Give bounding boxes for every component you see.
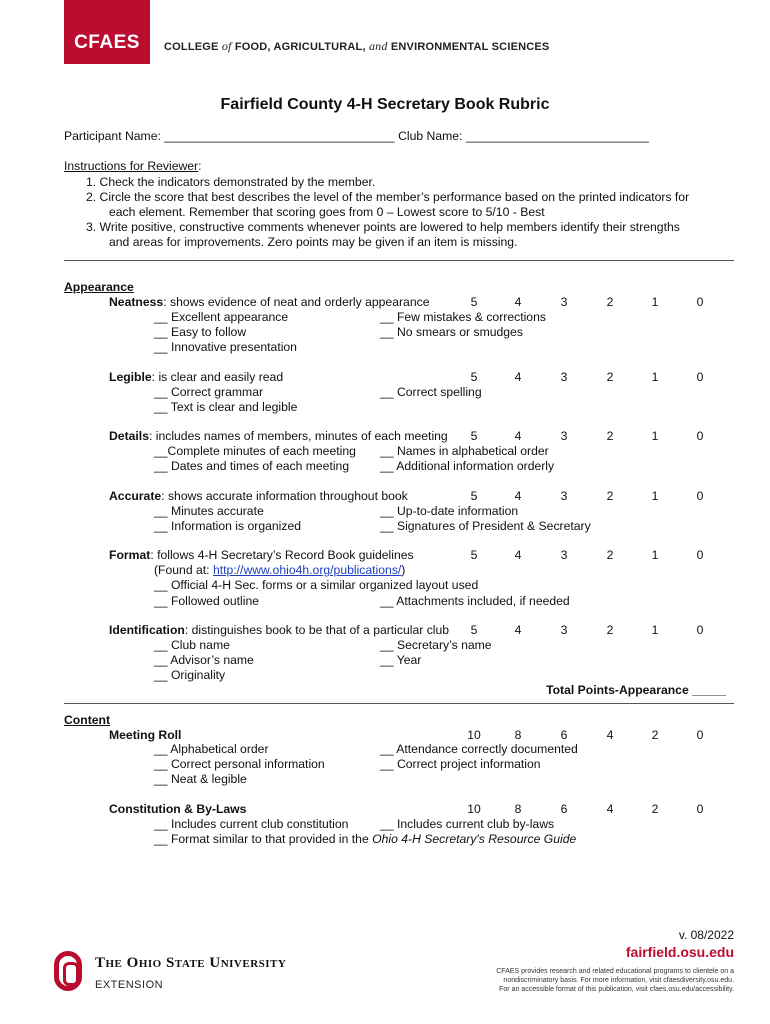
- score-option[interactable]: 3: [560, 489, 568, 503]
- divider: [64, 260, 734, 261]
- checklist-item: __ Additional information orderly: [380, 459, 555, 473]
- checklist-item: __ Correct project information: [380, 757, 541, 771]
- score-option[interactable]: 2: [606, 429, 614, 443]
- score-option[interactable]: 0: [696, 728, 704, 742]
- checklist-item: __ Information is organized: [154, 519, 302, 533]
- checklist-item: __ Attendance correctly documented: [380, 742, 578, 756]
- criterion-meeting-roll: Meeting Roll: [109, 728, 182, 742]
- score-option[interactable]: 5: [470, 295, 478, 309]
- checklist-item: __ Includes current club constitution: [154, 817, 349, 831]
- score-option[interactable]: 5: [470, 489, 478, 503]
- checklist-item: __ Alphabetical order: [154, 742, 269, 756]
- score-option[interactable]: 0: [696, 370, 704, 384]
- score-option[interactable]: 2: [651, 802, 659, 816]
- score-option[interactable]: 4: [514, 370, 522, 384]
- score-option[interactable]: 1: [651, 489, 659, 503]
- page-title: Fairfield County 4-H Secretary Book Rubric: [220, 96, 550, 113]
- criterion-neatness: Neatness: shows evidence of neat and orderly appearance: [109, 295, 430, 309]
- score-option[interactable]: 2: [606, 623, 614, 637]
- score-option[interactable]: 3: [560, 370, 568, 384]
- checklist-item: __ Few mistakes & corrections: [380, 310, 546, 324]
- criterion-identification: Identification: distinguishes book to be that of a particular club: [109, 623, 450, 637]
- version-label: v. 08/2022: [678, 928, 734, 942]
- checklist-item: __ Minutes accurate: [154, 504, 264, 518]
- checklist-item: __ Correct grammar: [154, 385, 264, 399]
- score-option[interactable]: 3: [560, 623, 568, 637]
- checklist-item: __ Format similar to that provided in the Ohio 4-H Secretary's Resource Guide: [154, 832, 577, 846]
- score-option[interactable]: 0: [696, 623, 704, 637]
- score-option[interactable]: 1: [651, 295, 659, 309]
- score-option[interactable]: 3: [560, 548, 568, 562]
- score-option[interactable]: 0: [696, 489, 704, 503]
- score-option[interactable]: 6: [560, 802, 568, 816]
- instruction-item: and areas for improvements. Zero points may be given if an item is missing.: [109, 235, 518, 249]
- score-option[interactable]: 4: [514, 489, 522, 503]
- checklist-item: __ Includes current club by-laws: [380, 817, 555, 831]
- score-option[interactable]: 2: [606, 370, 614, 384]
- checklist-item: __ Official 4-H Sec. forms or a similar organized layout used: [154, 578, 479, 592]
- checklist-item: __ Signatures of President & Secretary: [380, 519, 591, 533]
- content-heading: Content: [64, 713, 111, 727]
- score-option[interactable]: 5: [470, 429, 478, 443]
- checklist-item: __ Text is clear and legible: [154, 400, 298, 414]
- instruction-item: 2. Circle the score that best describes the level of the member’s performance based on the printed indicators for: [86, 190, 690, 204]
- score-option[interactable]: 4: [606, 802, 614, 816]
- score-option[interactable]: 2: [606, 548, 614, 562]
- checklist-item: __ Dates and times of each meeting: [154, 459, 350, 473]
- disclaimer-text: CFAES provides research and related educational programs to clientele on a nondiscriminatory basis. For more information, visit cfaesdiversity.osu.edu. For an accessible format of this publication, visit cfaes.osu.edu/accessibility.: [496, 968, 734, 993]
- participant-line: Participant Name: __________________________________ Club Name: ___________________________: [64, 129, 649, 143]
- score-option[interactable]: 5: [470, 370, 478, 384]
- checklist-item: __ Correct spelling: [380, 385, 482, 399]
- website-link[interactable]: fairfield.osu.edu: [625, 944, 734, 960]
- instruction-item: 3. Write positive, constructive comments whenever points are lowered to help members identify their strengths: [86, 220, 680, 234]
- score-option[interactable]: 1: [651, 548, 659, 562]
- score-option[interactable]: 4: [606, 728, 614, 742]
- checklist-item: __ Excellent appearance: [154, 310, 289, 324]
- checklist-item: __Complete minutes of each meeting: [154, 444, 356, 458]
- score-option[interactable]: 0: [696, 429, 704, 443]
- total-points-appearance: Total Points-Appearance _____: [546, 683, 726, 697]
- checklist-item: __ Followed outline: [154, 594, 260, 608]
- checklist-item: __ Innovative presentation: [154, 340, 297, 354]
- score-option[interactable]: 3: [560, 429, 568, 443]
- score-option[interactable]: 1: [651, 370, 659, 384]
- cfaes-logo-text: CFAES: [74, 32, 140, 53]
- score-option[interactable]: 0: [696, 802, 704, 816]
- checklist-item: __ No smears or smudges: [380, 325, 523, 339]
- ohio4h-publications-link[interactable]: http://www.ohio4h.org/publications/: [212, 563, 402, 577]
- score-option[interactable]: 5: [470, 623, 478, 637]
- extension-label: EXTENSION: [95, 979, 164, 991]
- criterion-constitution: Constitution & By-Laws: [109, 802, 247, 816]
- checklist-item: __ Correct personal information: [154, 757, 325, 771]
- appearance-heading: Appearance: [64, 280, 134, 294]
- university-name: The Ohio State University: [95, 955, 287, 971]
- criterion-format: Format: follows 4-H Secretary’s Record Book guidelines: [109, 548, 414, 562]
- score-option[interactable]: 1: [651, 623, 659, 637]
- score-option[interactable]: 10: [467, 728, 481, 742]
- checklist-item: __ Attachments included, if needed: [380, 594, 570, 608]
- score-option[interactable]: 4: [514, 295, 522, 309]
- score-option[interactable]: 2: [606, 489, 614, 503]
- score-option[interactable]: 0: [696, 295, 704, 309]
- score-option[interactable]: 2: [651, 728, 659, 742]
- instructions-heading: Instructions for Reviewer:: [64, 159, 202, 173]
- score-option[interactable]: 4: [514, 623, 522, 637]
- checklist-item: __ Advisor’s name: [154, 653, 254, 667]
- checklist-item: __ Club name: [154, 638, 230, 652]
- instruction-item: each element. Remember that scoring goes from 0 – Lowest score to 5/10 - Best: [109, 205, 545, 219]
- criterion-accurate: Accurate: shows accurate information throughout book: [109, 489, 408, 503]
- ohio-state-block-o-logo: [54, 951, 82, 991]
- score-option[interactable]: 4: [514, 429, 522, 443]
- checklist-item: __ Names in alphabetical order: [380, 444, 549, 458]
- checklist-item: __ Neat & legible: [154, 772, 247, 786]
- checklist-item: __ Easy to follow: [154, 325, 247, 339]
- score-option[interactable]: 1: [651, 429, 659, 443]
- score-option[interactable]: 2: [606, 295, 614, 309]
- checklist-item: __ Secretary’s name: [380, 638, 492, 652]
- score-option[interactable]: 10: [467, 802, 481, 816]
- college-name: COLLEGE of FOOD, AGRICULTURAL, and ENVIRONMENTAL SCIENCES: [164, 39, 550, 53]
- format-found-at: (Found at: http://www.ohio4h.org/publications/): [154, 563, 406, 577]
- score-option[interactable]: 3: [560, 295, 568, 309]
- checklist-item: __ Up-to-date information: [380, 504, 519, 518]
- criterion-details: Details: includes names of members, minutes of each meeting: [109, 429, 448, 443]
- score-option[interactable]: 0: [696, 548, 704, 562]
- checklist-item: __ Originality: [154, 668, 226, 682]
- cfaes-logo: [64, 0, 150, 64]
- checklist-item: __ Year: [380, 653, 422, 667]
- score-option[interactable]: 6: [560, 728, 568, 742]
- score-option[interactable]: 5: [470, 548, 478, 562]
- instruction-item: 1. Check the indicators demonstrated by the member.: [86, 175, 376, 189]
- score-option[interactable]: 8: [514, 802, 522, 816]
- score-option[interactable]: 4: [514, 548, 522, 562]
- score-option[interactable]: 8: [514, 728, 522, 742]
- criterion-legible: Legible: is clear and easily read: [109, 370, 284, 384]
- divider: [64, 703, 734, 704]
